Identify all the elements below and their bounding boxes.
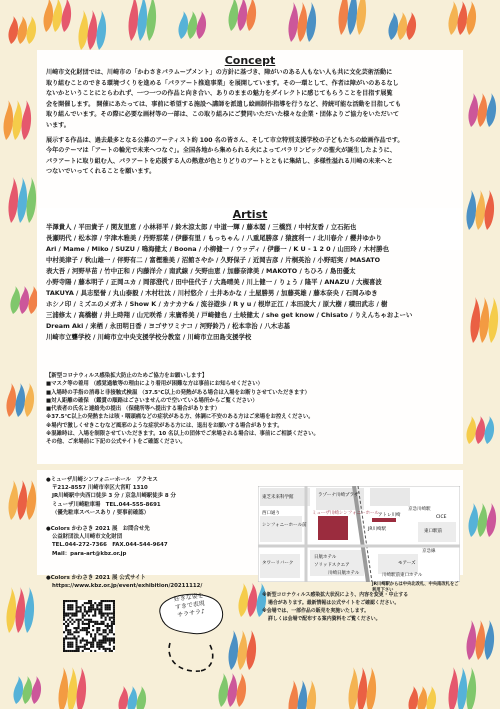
notice-line: ■入場時の手指の消毒と非接触式検温 （37.5℃以上の発熱がある場合は入場をお断りさせていただきます） bbox=[46, 389, 310, 396]
note-line: 場合があります。最新情報は公式サイトをご確認ください。 bbox=[268, 600, 400, 606]
map-label: シンフォニーホール前 bbox=[262, 523, 307, 528]
qr-code[interactable] bbox=[63, 600, 115, 652]
artist-heading: Artist bbox=[232, 208, 268, 221]
notice-line: ※場内で激しくせきこむなど風邪のような症状がある方には、退出をお願いする場合があります。 bbox=[46, 422, 283, 429]
note-line: 詳しくは会場で配布する案内資料をご覧ください。 bbox=[268, 616, 381, 622]
notice-line: 【新型コロナウィルス感染拡大防止のためご協力をお願いします】 bbox=[46, 373, 208, 379]
concept-line: 今年のテーマは「アートの輪光で未来へつなぐ」。全国各地から集められる火によってパラリンピックの聖火が誕生したように、 bbox=[46, 147, 396, 155]
artist-line: 小野寺陽 / 藤本明子 / 正岡ユカ / 岡部澄代 / 田中佳代子 / 大島晴美 / 川上健一 / りょう / 隆平 / ANAZU / 大槻喜波 bbox=[46, 278, 382, 286]
notice-line: ■マスク等の着用 （感覚過敏等の理由により着用が困難な方は事前にお知らせください） bbox=[46, 381, 264, 388]
access-line: （優先駐車スペースあり / 要事前確認） bbox=[52, 509, 150, 516]
concept-line: 展示する作品は、過去最多となる公募のアーティスト約 100 名の皆さん、そして市立特別支援学校の子どもたちの絵画作品です。 bbox=[46, 136, 404, 144]
artist-line: Dream Aki / 来栖 / 永田明日香 / ヨゴサワミナコ / 河野鈴乃 / 松本幸治 / 八木志基 bbox=[46, 322, 290, 330]
artist-line: TAKUYA / 具志堅誉 / 丸山泰毅 / 木村壮汰 / 川村悠介 / 土井あかな / 土屋勝男 / 加藤英雄 / 藤本奈央 / 石岡みゆき bbox=[46, 289, 378, 297]
contact-line: 公益財団法人川崎市文化財団 bbox=[52, 534, 123, 541]
map-label: 西口通り bbox=[262, 511, 280, 516]
notice-line: ※混雑時は、入場を制限させていただきます。10 名以上の団体でご来場される場合は、事前にご相談ください。 bbox=[46, 431, 319, 438]
artist-line: 中村美津子 / 秋山雄一 / 伴野有二 / 富樫雅美 / 沼館さやか / 久野保子 / 近岡吉彦 / 片桐英治 / 小野昭実 / MASATO bbox=[46, 256, 381, 264]
access-line: JR川崎駅中央西口徒歩 3 分 / 京急川崎駅徒歩 8 分 bbox=[52, 493, 176, 500]
concept-line: ないかということにとらわれず、一つ一つの作品と向き合い、ありのままの魅力をダイレクトに感じてもらうことを目指す展覧 bbox=[46, 90, 393, 98]
artist-line: 川崎市立聾学校 / 川崎市立中央支援学校分教室 / 川崎市立田島支援学校 bbox=[46, 333, 252, 341]
concept-line: パラアートに取り組む人、パラアートを応援する人の熱意が色とりどりのアートとともに集結し、多様性溢れる川崎の未来へと bbox=[46, 157, 393, 165]
artist-line: 長瀬明代 / 松本淳 / 宇津木雅美 / 丹野那菜 / 伊藤有里 / もっちゃん / 八重尾勝彦 / 猿渡利一 / 北川春介 / 櫻井ゆかり bbox=[46, 234, 382, 242]
map-label: 東口駅前 bbox=[424, 529, 442, 534]
concept-heading: Concept bbox=[224, 54, 276, 67]
access-info bbox=[46, 476, 176, 517]
map-label: 日航ホテル bbox=[314, 555, 337, 560]
map-label: 京急線 bbox=[422, 549, 436, 554]
map-label: 東芝未来科学館 bbox=[262, 495, 294, 500]
contact-info bbox=[46, 525, 168, 558]
contact-line: ●Colors かわさき 2021 展 お問合せ先 bbox=[46, 526, 150, 532]
map-label: CICE bbox=[436, 515, 447, 520]
contact-line: Mail：para-art@kbz.or.jp bbox=[52, 550, 127, 557]
covid-notice bbox=[46, 372, 456, 447]
map-label: アトレ川崎 bbox=[378, 513, 401, 518]
artist-line: 半澤貴人 / 平田貴子 / 関友里恵 / 小林祥平 / 鈴木涼太郎 / 中道一輝 / 藤本閣 / 三橋烈 / 中村友香 / 立石拓也 bbox=[46, 223, 357, 231]
concept-line: 川崎市文化財団では、川崎市の「かわさきパラムーブメント」の方針に基づき、障がいのある人もない人も共に文化芸術活動に bbox=[46, 69, 393, 76]
concept-line: います。 bbox=[46, 121, 70, 129]
map-label: JR川崎駅 bbox=[368, 527, 386, 532]
concept-line: つないでいってくれることを願います。 bbox=[46, 168, 156, 176]
website-title: ●Colors かわさき 2021 展 公式サイト bbox=[46, 575, 146, 581]
map-label: ソリッドスクエア bbox=[314, 563, 350, 568]
map-label: 川崎日航ホテル bbox=[328, 571, 360, 576]
access-line: ミューザ川崎駐車場 TEL.044-555-8691 bbox=[52, 501, 161, 508]
notice-line: ※37.5℃以上の発熱または咳・咽頭痛などの症状がある方、体調に不安のある方はご来場をお控えください。 bbox=[46, 414, 314, 421]
artist-line: Ari / Mame / Miko / SUZU / 鳴海健太 / Boona / 小柳健一 / ウッディ / 伊藤一 / K U - 1 2 0 / 山田玲 / 木村勝也 bbox=[46, 245, 389, 253]
concept-text bbox=[46, 68, 456, 178]
notes bbox=[262, 591, 462, 623]
artist-line: ホシノ印 / ミズエのメガネ / Show K / カナカナ& / 流谷遊歩 / R y u / 根岸正江 / 本田凌大 / 原大樹 / 積田武志 / 樹 bbox=[46, 300, 388, 308]
notice-line: ■対人距離の確保 （鑑賞の順路はごさいませんので空いている場所からご覧ください） bbox=[46, 397, 258, 404]
notice-line: その他、ご来場前に下記の公式サイトをご確認ください。 bbox=[46, 439, 186, 446]
map-label: モアーズ bbox=[398, 561, 416, 566]
notice-line: ■代表者の氏名と連絡先の提出 （保健所等へ提出する場合があります） bbox=[46, 406, 221, 413]
map-label: ラゾーナ川崎プラザ bbox=[318, 493, 359, 498]
map-label: ミューザ川崎シンフォニーホール bbox=[312, 511, 379, 516]
contact-line: TEL.044-272-7366 FAX.044-544-9647 bbox=[52, 542, 168, 549]
note-line: ※新型コロナウィルス感染拡大状況により、内容を変更・中止する bbox=[262, 592, 409, 598]
hand-note-text: 好きな姿を すきで表現 サラサラ♪ bbox=[173, 592, 206, 619]
map-caption: JR川崎駅からは中央北改札、中央南改札をご利用下さい bbox=[372, 582, 459, 593]
concept-line: 取り組むことのできる環境づくりを進める「パラアート推進事業」を展開しています。その一環として、作者は障がいのあるなし bbox=[46, 79, 399, 87]
website-url[interactable]: https://www.kbz.or.jp/event/exhibition/20211112/ bbox=[52, 583, 203, 590]
access-line: ●ミューザ川崎シンフォニーホール アクセス bbox=[46, 477, 158, 483]
map-label: 川崎駅前東口ホテル bbox=[382, 573, 423, 578]
map-label: タワーリバーク bbox=[262, 561, 294, 566]
concept-line: 会を開催します。 開催にあたっては、事前に希望する施設へ講師を派遣し絵画制作指導を行うなど、持続可能な活動を目指しても bbox=[46, 100, 402, 108]
artist-line: 表大吾 / 河野早苗 / 竹中正和 / 内藤洋介 / 南武線 / 矢野由恵 / 加藤奈津美 / MAKOTO / ちひろ / 島田優太 bbox=[46, 267, 356, 275]
concept-line: 取り組んでいます。その際に必要な画材等の一部は、この取り組みにご賛同いただいた様々な企業・団体よりご協力をいただいて bbox=[46, 111, 399, 119]
access-line: 〒212-8557 川崎市幸区大宮町 1310 bbox=[52, 485, 148, 492]
access-map bbox=[258, 486, 460, 582]
artist-line: 三浦修太 / 高橋樹 / 井上時翔 / 山元咲希 / 末廣希美 / 戸崎健也 / 土岐健太 / she get know / Chisato / りえんちゃおよーい bbox=[46, 311, 413, 319]
map-label: 京急川崎駅 bbox=[408, 507, 431, 512]
note-line: ※会場では、一部作品の販売を実施いたします。 bbox=[262, 608, 370, 614]
artist-list bbox=[46, 222, 458, 343]
